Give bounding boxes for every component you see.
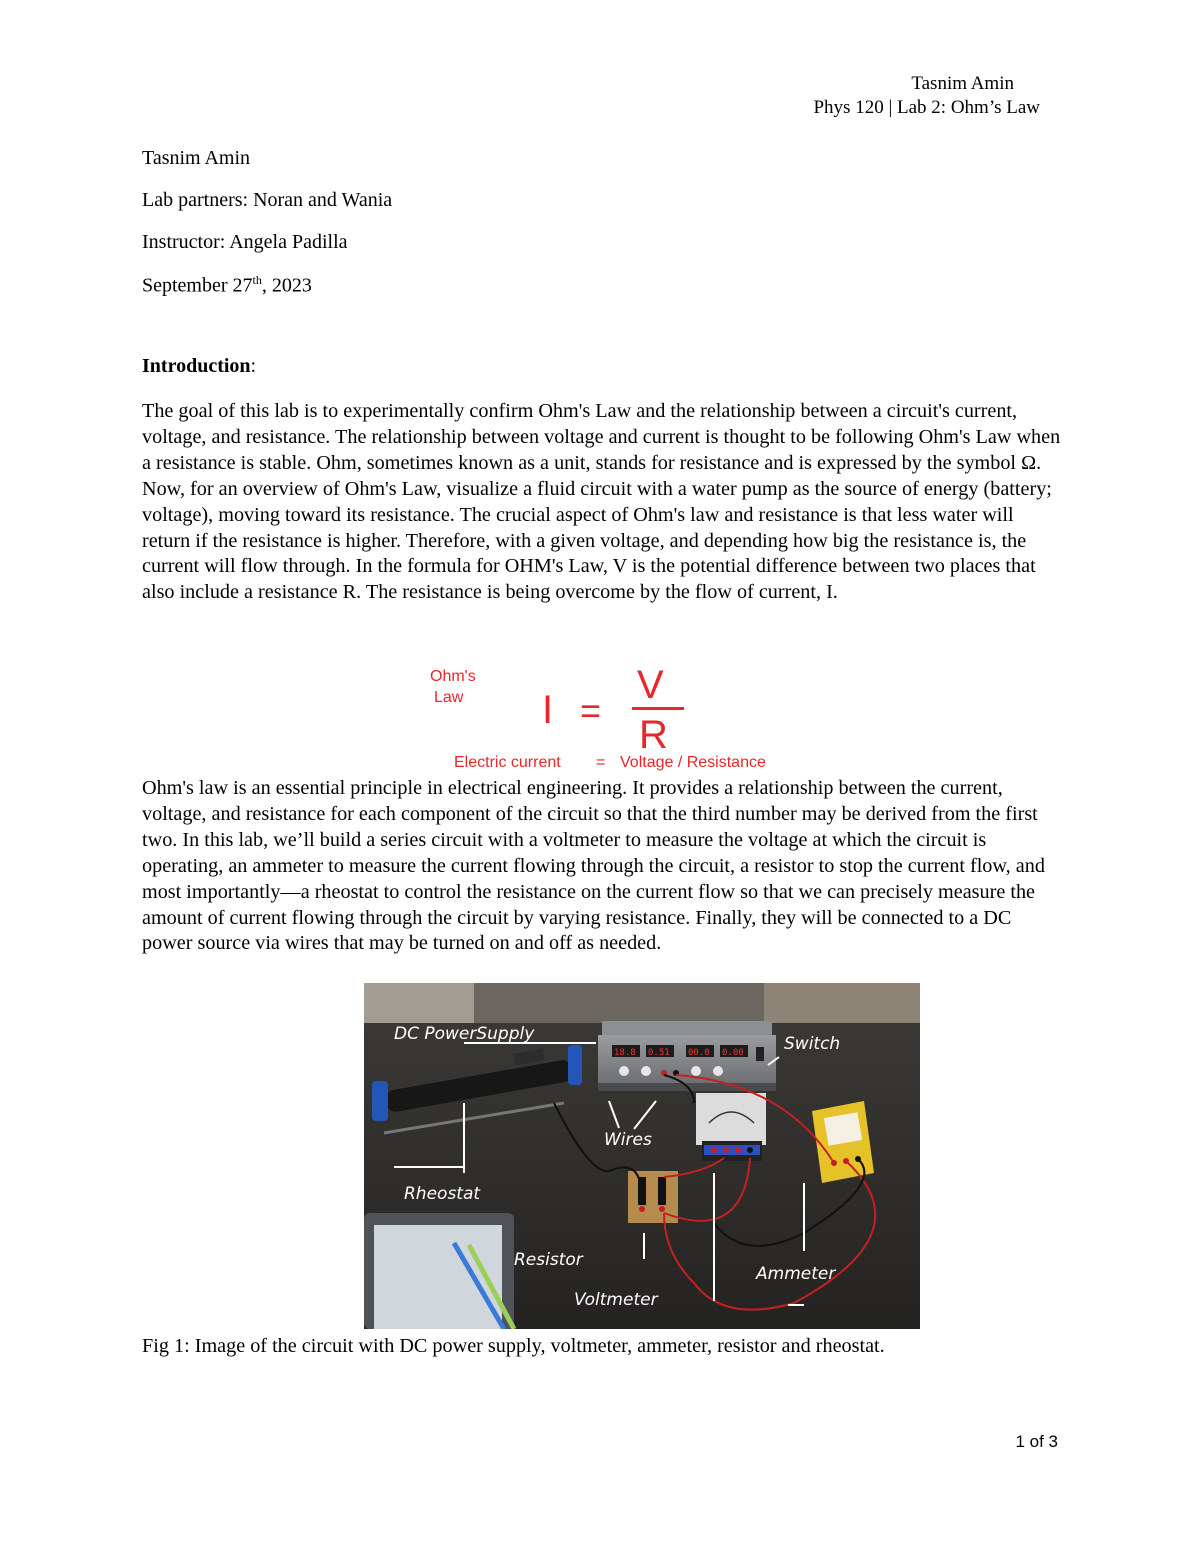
label-voltmeter: Voltmeter — [574, 1290, 658, 1310]
formula-denominator: R — [639, 713, 668, 757]
formula-label-line1: Ohm's — [430, 668, 476, 685]
figure-caption: Fig 1: Image of the circuit with DC power supply, voltmeter, ammeter, resistor and rheostat. — [142, 1335, 885, 1357]
ps-display-2: 0.51 — [648, 1048, 670, 1058]
date: September 27th, 2023 — [142, 273, 312, 297]
formula-numerator: V — [637, 663, 664, 707]
formula-fraction-bar — [632, 707, 684, 710]
label-dc-power-supply: DC PowerSupply — [394, 1024, 535, 1044]
formula-caption-left: Electric current — [454, 754, 561, 771]
lab-partners: Lab partners: Noran and Wania — [142, 189, 393, 211]
ps-display-3: 00.0 — [688, 1048, 710, 1058]
ohms-law-formula — [420, 660, 840, 772]
author-name: Tasnim Amin — [142, 147, 251, 169]
label-rheostat: Rheostat — [404, 1184, 481, 1204]
introduction-paragraph-1: The goal of this lab is to experimentally confirm Ohm's Law and the relationship between a circuit's current, voltage, and resistance. The relationship between voltage and current is thought to be following Ohm's Law when a resistance is stable. Ohm, sometimes known as a unit, stands for resistance and is expressed by the symbol Ω. Now, for an overview of Ohm's Law, visualize a fluid circuit with a water pump as the source of energy (battery; voltage), moving toward its resistance. The crucial aspect of Ohm's law and resistance is that less water will return if the resistance is higher. Therefore, with a given voltage, and depending how big the resistance is, the current will flow through. In the formula for OHM's Law, V is the potential difference between two places that also include a resistance R. The resistance is being overcome by the flow of current, I. — [142, 400, 1061, 604]
formula-equals: = — [580, 690, 602, 731]
page-number: 1 of 3 — [1015, 1432, 1058, 1451]
formula-label-line2: Law — [434, 689, 464, 706]
ps-display-4: 0.00 — [722, 1048, 744, 1058]
formula-lhs: I — [542, 688, 554, 732]
header-course: Phys 120 | Lab 2: Ohm’s Law — [813, 97, 1040, 118]
label-ammeter: Ammeter — [756, 1264, 836, 1284]
circuit-photo — [364, 983, 920, 1329]
label-switch: Switch — [784, 1034, 841, 1054]
instructor: Instructor: Angela Padilla — [142, 231, 348, 253]
label-resistor: Resistor — [514, 1250, 583, 1270]
introduction-paragraph-2: Ohm's law is an essential principle in electrical engineering. It provides a relationship between the current, voltage, and resistance for each component of the circuit so that the third number may be derived from the first two. In this lab, we’ll build a series circuit with a voltmeter to measure the voltage at which the circuit is operating, an ammeter to measure the current flowing through the circuit, a resistor to stop the current flow, and most importantly—a rheostat to control the resistance on the current flow so that we can precisely measure the amount of current flowing through the circuit by varying resistance. Finally, they will be connected to a DC power source via wires that may be turned on and off as needed. — [142, 777, 1045, 955]
formula-caption-right: Voltage / Resistance — [620, 754, 766, 771]
ps-display-1: 18.8 — [614, 1048, 636, 1058]
section-heading-introduction: Introduction: — [142, 355, 257, 377]
header-author: Tasnim Amin — [911, 73, 1014, 94]
label-wires: Wires — [604, 1130, 652, 1150]
formula-caption-equals: = — [596, 754, 606, 771]
